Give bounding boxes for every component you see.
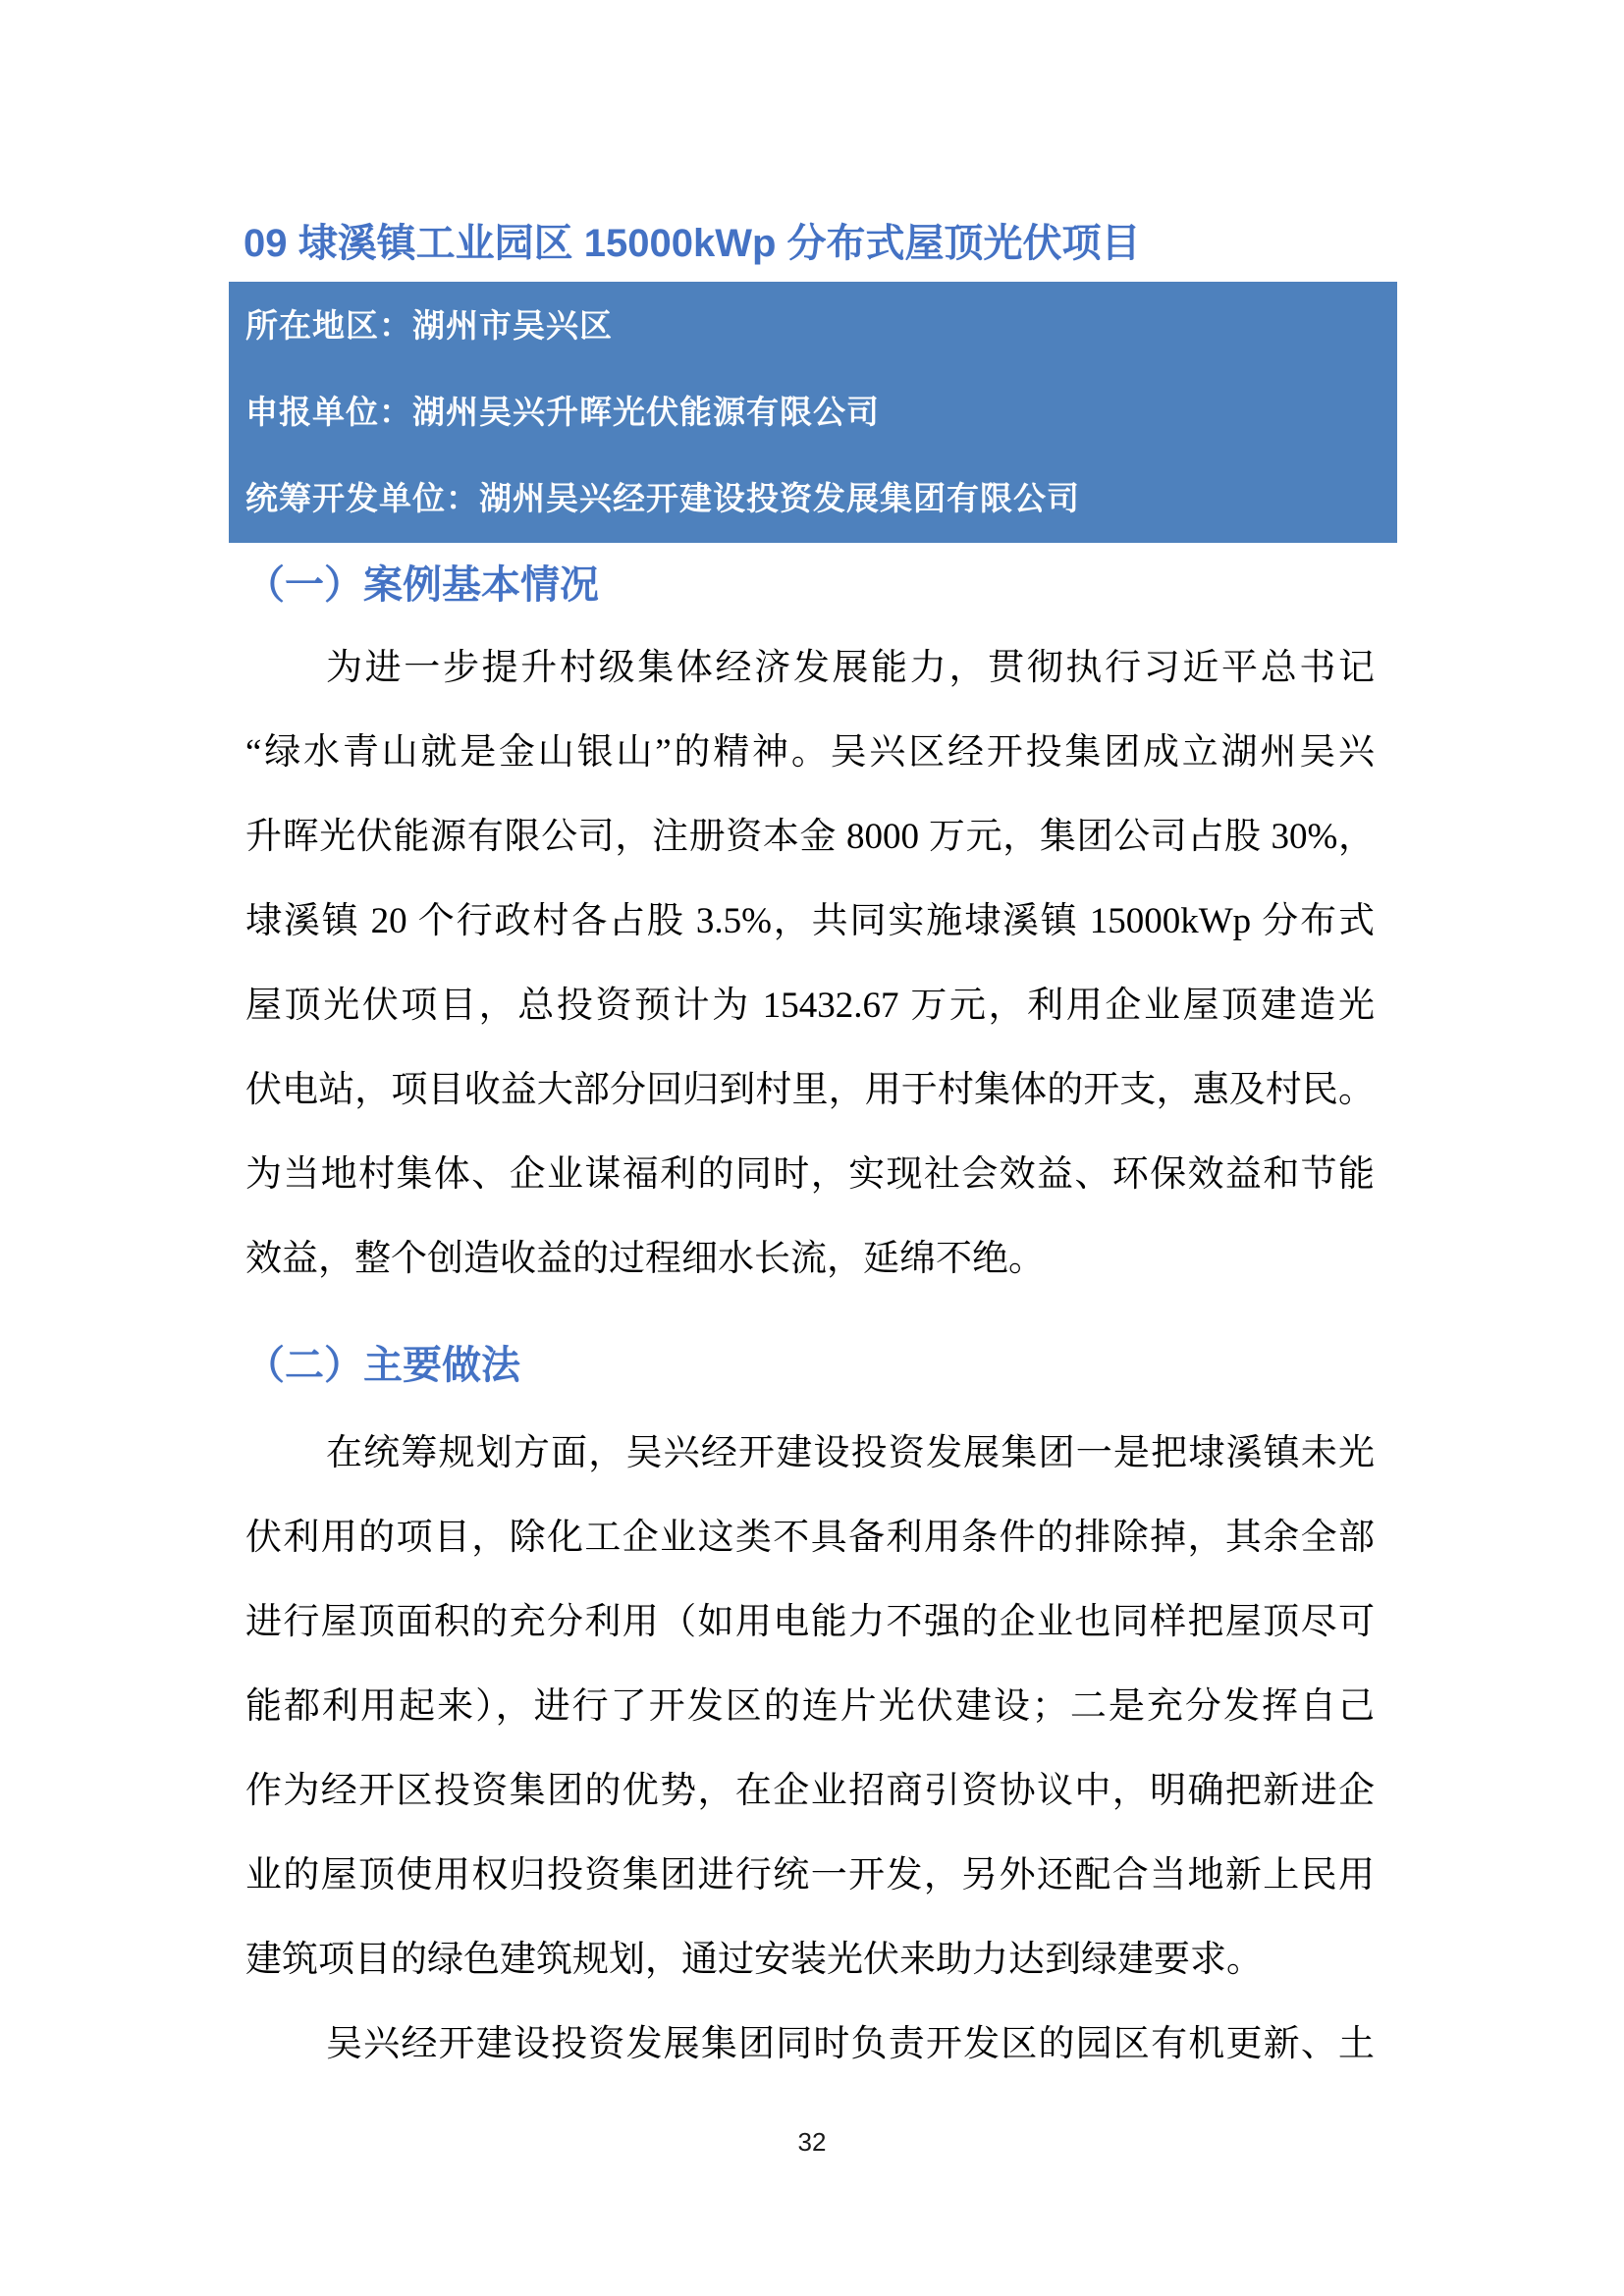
body-line: 能都利用起来），进行了开发区的连片光伏建设；二是充分发挥自己	[245, 1686, 1375, 1727]
info-line-location: 所在地区：湖州市吴兴区	[245, 307, 613, 344]
body-line: 吴兴经开建设投资发展集团同时负责开发区的园区有机更新、土	[326, 2024, 1375, 2064]
section-heading-1: （一）案例基本情况	[245, 563, 599, 607]
document-title: 09 埭溪镇工业园区 15000kWp 分布式屋顶光伏项目	[244, 222, 1141, 265]
body-line: 为当地村集体、企业谋福利的同时，实现社会效益、环保效益和节能	[245, 1154, 1375, 1195]
body-line: 伏电站，项目收益大部分回归到村里，用于村集体的开支，惠及村民。	[245, 1070, 1375, 1110]
body-line: 为进一步提升村级集体经济发展能力，贯彻执行习近平总书记	[326, 648, 1375, 688]
info-line-developer: 统筹开发单位：湖州吴兴经开建设投资发展集团有限公司	[245, 480, 1080, 516]
section-heading-2: （二）主要做法	[245, 1344, 520, 1387]
body-line: 埭溪镇 20 个行政村各占股 3.5%，共同实施埭溪镇 15000kWp 分布式	[245, 901, 1375, 941]
paragraph	[245, 626, 1375, 1302]
body-line: 效益，整个创造收益的过程细水长流，延绵不绝。	[245, 1239, 1045, 1279]
info-line-applicant: 申报单位：湖州吴兴升晖光伏能源有限公司	[245, 394, 880, 430]
body-line: 建筑项目的绿色建筑规划，通过安装光伏来助力达到绿建要求。	[245, 1940, 1263, 1980]
body-line: “绿水青山就是金山银山”的精神。吴兴区经开投集团成立湖州吴兴	[245, 732, 1375, 773]
paragraph	[245, 1412, 1375, 2002]
body-line: 业的屋顶使用权归投资集团进行统一开发，另外还配合当地新上民用	[245, 1855, 1375, 1896]
page-number: 32	[797, 2127, 827, 2157]
body-line: 在统筹规划方面，吴兴经开建设投资发展集团一是把埭溪镇未光	[326, 1433, 1375, 1473]
project-info-box	[229, 282, 1397, 543]
body-line: 屋顶光伏项目，总投资预计为 15432.67 万元，利用企业屋顶建造光	[245, 986, 1375, 1026]
body-line: 作为经开区投资集团的优势，在企业招商引资协议中，明确把新进企	[245, 1771, 1375, 1811]
body-line: 升晖光伏能源有限公司，注册资本金 8000 万元，集团公司占股 30%，	[245, 817, 1375, 857]
body-line: 伏利用的项目，除化工企业这类不具备利用条件的排除掉，其余全部	[245, 1518, 1375, 1558]
body-line: 进行屋顶面积的充分利用（如用电能力不强的企业也同样把屋顶尽可	[245, 1602, 1375, 1642]
paragraph	[245, 2002, 1375, 2087]
